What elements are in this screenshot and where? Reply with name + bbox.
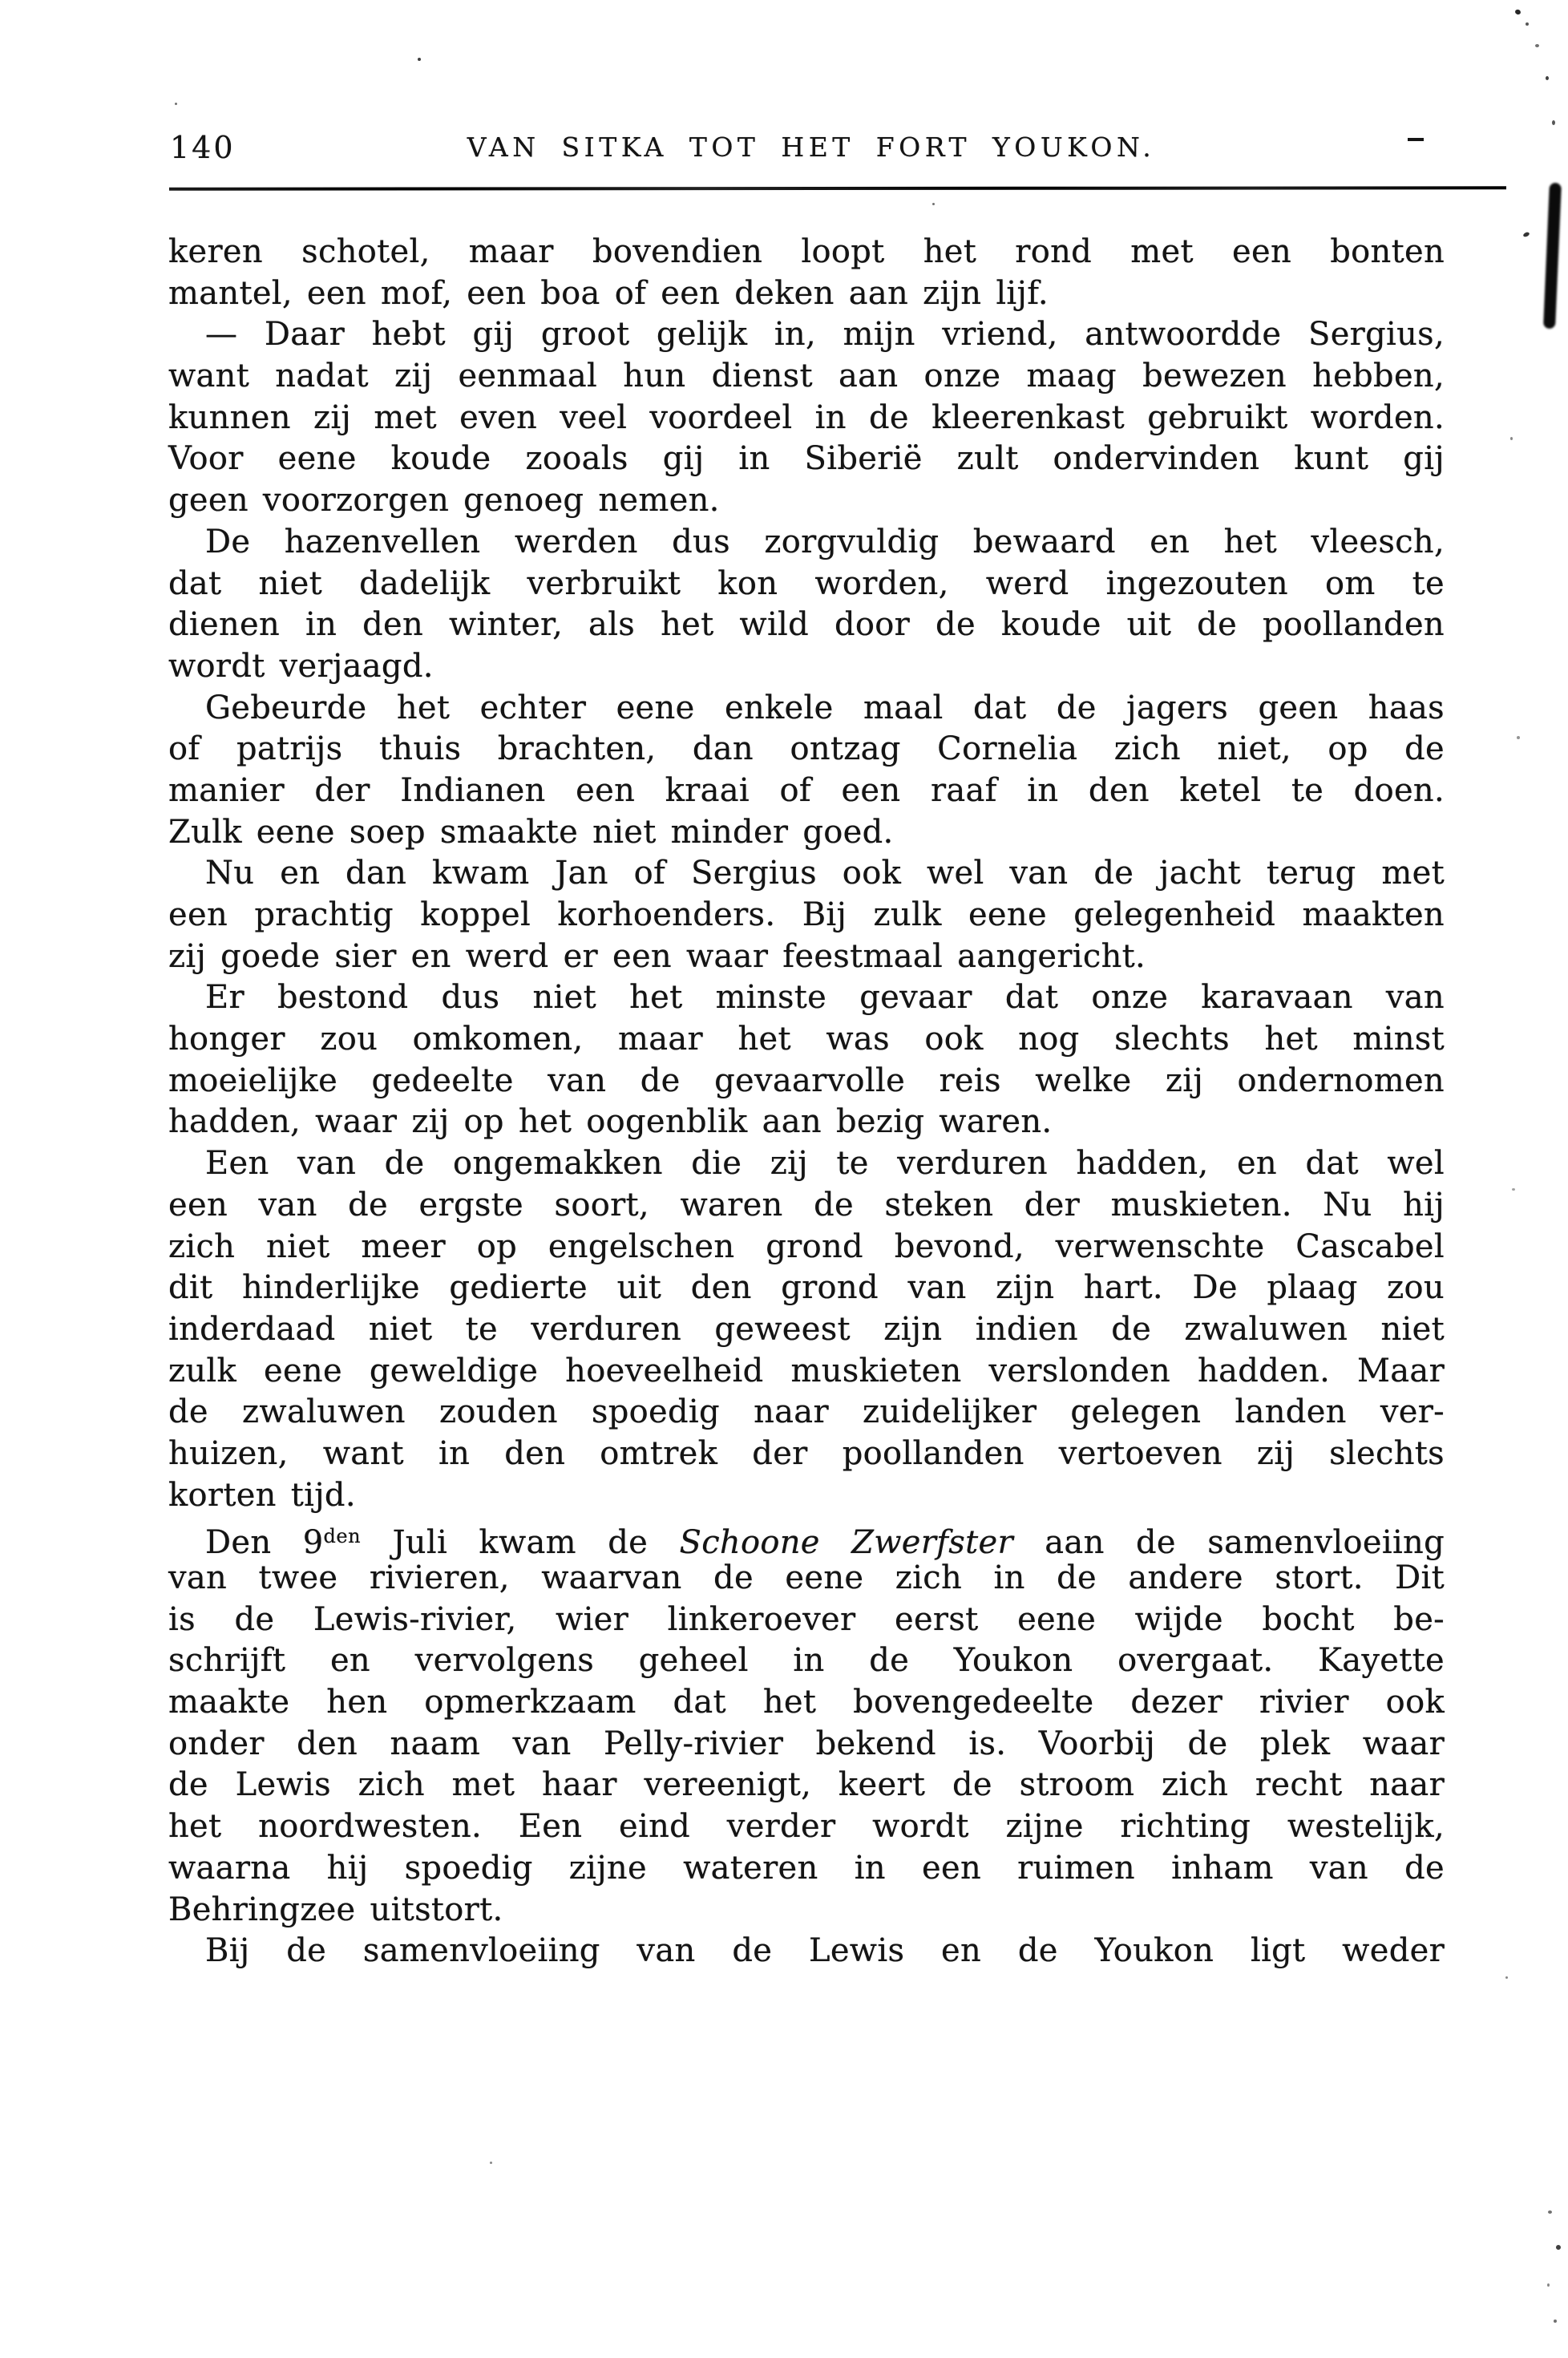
text-line: keren schotel, maar bovendien loopt het rond met een bonten — [168, 233, 1445, 270]
scan-speck — [418, 58, 421, 61]
text-line: onder den naam van Pelly-rivier bekend is. Voorbij de plek waar — [168, 1725, 1445, 1762]
text-line: moeielijke gedeelte van de gevaarvolle reis welke zij ondernomen — [168, 1062, 1445, 1099]
text-line: zulk eene geweldige hoeveelheid muskieten verslonden hadden. Maar — [168, 1352, 1445, 1389]
scan-speck — [1514, 9, 1522, 15]
body-text — [168, 232, 1445, 1972]
text-line: hadden, waar zij op het oogenblik aan bezig waren. — [168, 1103, 1053, 1141]
text-line: Nu en dan kwam Jan of Sergius ook wel van de jacht terug met — [205, 855, 1445, 892]
text-line: want nadat zij eenmaal hun dienst aan onze maag bewezen hebben, — [168, 358, 1445, 395]
header-rule — [169, 186, 1506, 190]
scan-speck — [1522, 232, 1530, 238]
text-line: De hazenvellen werden dus zorgvuldig bewaard en het vleesch, — [205, 523, 1445, 560]
text-line: schrijft en vervolgens geheel in de Youkon overgaat. Kayette — [168, 1642, 1445, 1680]
text-line: van twee rivieren, waarvan de eene zich in de andere stort. Dit — [168, 1559, 1445, 1596]
scan-speck — [1555, 2244, 1561, 2250]
text-line: huizen, want in den omtrek der poollanden vertoeven zij slechts — [168, 1434, 1445, 1472]
scan-speck — [1547, 2283, 1550, 2287]
scan-speck — [1517, 736, 1520, 739]
scan-ink-streak — [1543, 183, 1562, 329]
text-line: maakte hen opmerkzaam dat het bovengedeelte dezer rivier ook — [168, 1684, 1445, 1721]
text-line: geen voorzorgen genoeg nemen. — [168, 482, 720, 520]
scan-speck — [490, 2162, 492, 2164]
scan-speck — [1554, 2320, 1557, 2323]
text-line: Er bestond dus niet het minste gevaar dat onze karavaan van — [205, 979, 1445, 1017]
text-line: een prachtig koppel korhoenders. Bij zulk eene gelegenheid maakten — [168, 896, 1445, 933]
text-line: Voor eene koude zooals gij in Siberië zult ondervinden kunt gij — [168, 440, 1445, 478]
text-line: het noordwesten. Een eind verder wordt zijne richting westelijk, — [168, 1808, 1445, 1846]
text-line: Bij de samenvloeiing van de Lewis en de Youkon ligt weder — [205, 1932, 1445, 1970]
page-number: 140 — [170, 130, 236, 165]
text-line: dienen in den winter, als het wild door de koude uit de poollanden — [168, 606, 1445, 644]
scan-speck — [1548, 2210, 1552, 2214]
text-line: Gebeurde het echter eene enkele maal dat de jagers geen haas — [205, 689, 1445, 726]
text-line: zij goede sier en werd er een waar feestmaal aangericht. — [168, 937, 1146, 975]
text-line: is de Lewis-rivier, wier linkeroever eerst eene wijde bocht be- — [168, 1600, 1445, 1638]
scan-speck — [932, 203, 935, 205]
scan-speck — [1510, 437, 1513, 440]
text-line: dat niet dadelijk verbruikt kon worden, werd ingezouten om te — [168, 564, 1445, 602]
page-header — [170, 127, 1453, 170]
text-line: Den $9^{den}$ Juli kwam de Schoone Zwerfster aan de samenvloeiing — [205, 1524, 1445, 1562]
text-line: waarna hij spoedig zijne wateren in een ruimen inham van de — [168, 1849, 1445, 1887]
text-line: de zwaluwen zouden spoedig naar zuidelijker gelegen landen ver- — [168, 1393, 1445, 1431]
text-line: honger zou omkomen, maar het was ook nog slechts het minst — [168, 1021, 1445, 1058]
scan-speck — [1535, 44, 1539, 47]
text-line: dit hinderlijke gedierte uit den grond van zijn hart. De plaag zou — [168, 1269, 1445, 1307]
text-line: Zulk eene soep smaakte niet minder goed. — [168, 813, 894, 851]
scan-speck — [1505, 1976, 1508, 1979]
text-line: inderdaad niet te verduren geweest zijn indien de zwaluwen niet — [168, 1310, 1445, 1348]
text-line: — Daar hebt gij groot gelijk in, mijn vriend, antwoordde Sergius, — [205, 316, 1445, 354]
text-line: zich niet meer op engelschen grond bevond, verwenschte Cascabel — [168, 1228, 1445, 1265]
text-line: Behringzee uitstort. — [168, 1891, 503, 1928]
scan-dash-mark — [1408, 138, 1424, 141]
text-line: manier der Indianen een kraai of een raaf in den ketel te doen. — [168, 771, 1445, 809]
text-line: de Lewis zich met haar vereenigt, keert de stroom zich recht naar — [168, 1766, 1445, 1804]
scan-speck — [1526, 22, 1529, 26]
scan-speck — [1546, 76, 1549, 80]
text-line: een van de ergste soort, waren de steken der muskieten. Nu hij — [168, 1186, 1445, 1223]
text-line: kunnen zij met even veel voordeel in de kleerenkast gebruikt worden. — [168, 398, 1445, 436]
scan-speck — [1552, 120, 1555, 125]
text-line: Een van de ongemakken die zij te verduren hadden, en dat wel — [205, 1145, 1445, 1183]
text-line: mantel, een mof, een boa of een deken aan zijn lijf. — [168, 274, 1049, 312]
text-line: of patrijs thuis brachten, dan ontzag Cornelia zich niet, op de — [168, 730, 1445, 768]
text-line: korten tijd. — [168, 1476, 356, 1514]
running-title: VAN SITKA TOT HET FORT YOUKON. — [467, 131, 1156, 163]
text-line: wordt verjaagd. — [168, 647, 434, 685]
scan-speck — [1512, 1188, 1515, 1191]
scan-speck — [175, 103, 177, 105]
